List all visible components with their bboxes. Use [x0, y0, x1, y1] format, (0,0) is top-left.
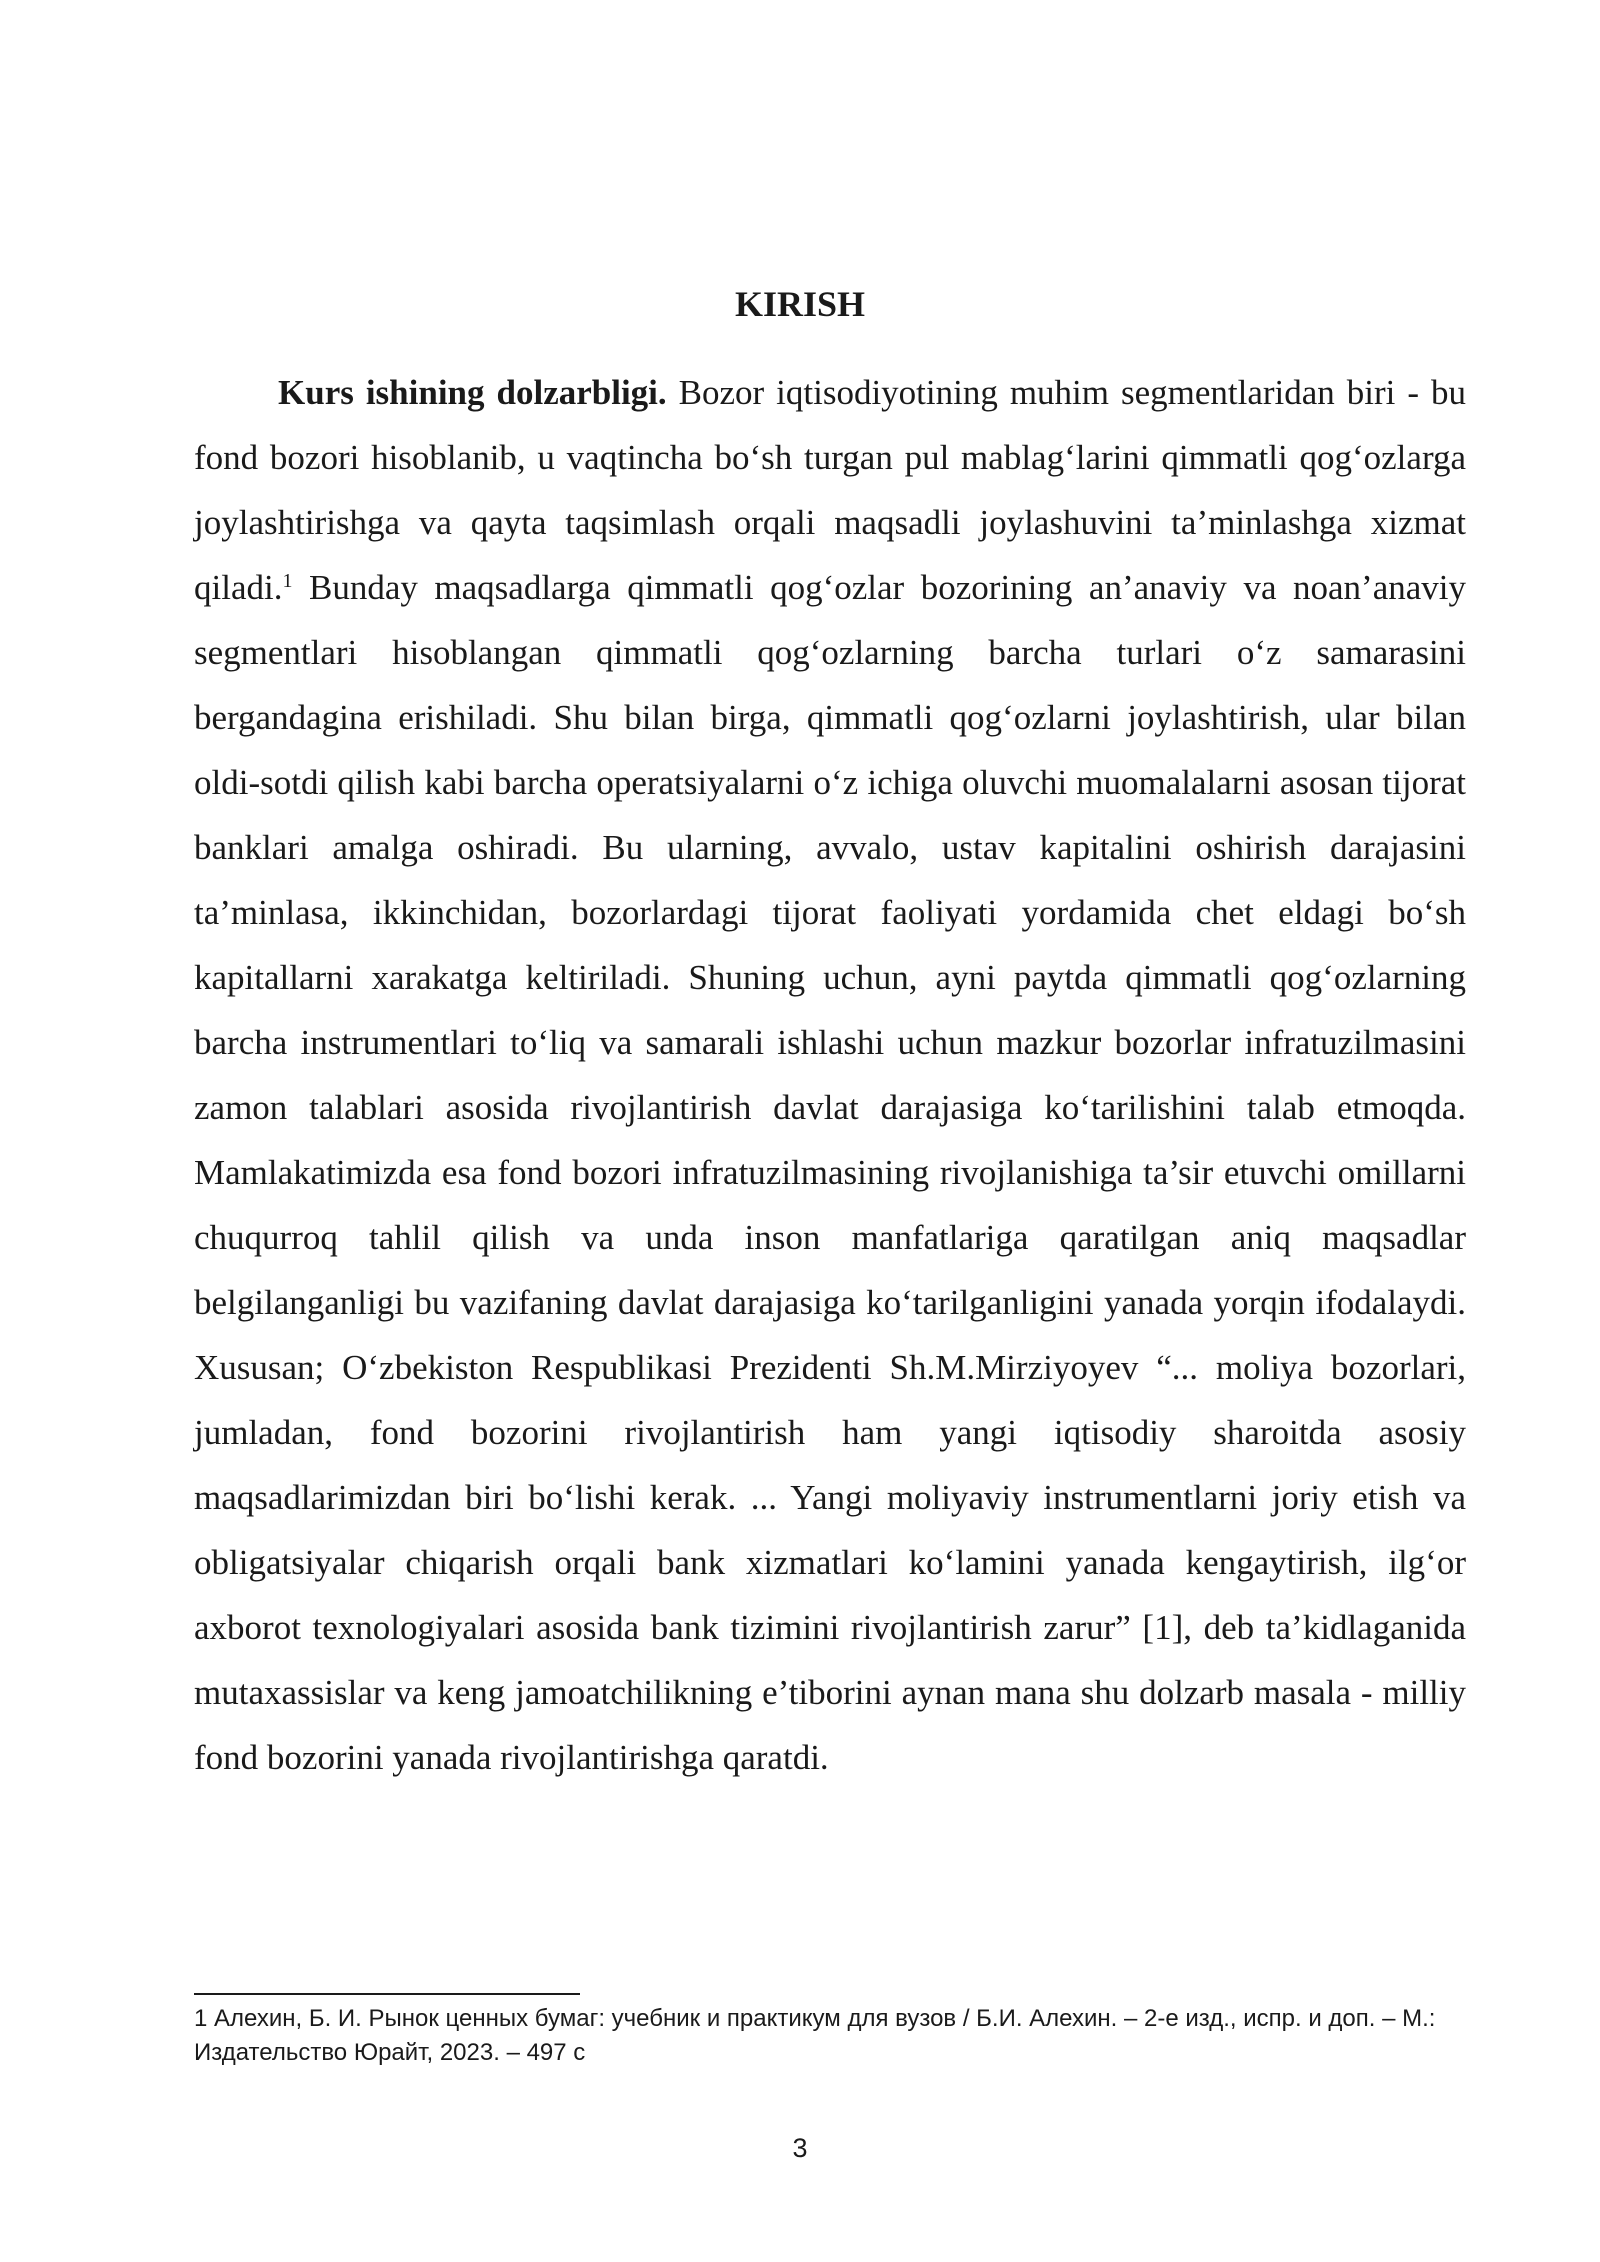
- footnote-separator: [194, 1993, 580, 1995]
- paragraph-text-part2: Bunday maqsadlarga qimmatli qog‘ozlar bozorining an’anaviy va noan’anaviy segmentlari hisoblangan qimmatli qog‘ozlarning barcha turlari o‘z samarasini bergandagina erishiladi. Shu bilan birga, qimmatli qog‘ozlarni joylashtirish, ular bilan oldi-sotdi qilish kabi barcha operatsiyalarni o‘z ichiga oluvchi muomalalarni asosan tijorat banklari amalga oshiradi. Bu ularning, avvalo, ustav kapitalini oshirish darajasini ta’minlasa, ikkinchidan, bozorlardagi tijorat faoliyati yordamida chet eldagi bo‘sh kapitallarni xarakatga keltiriladi. Shuning uchun, ayni paytda qimmatli qog‘ozlarning barcha instrumentlari to‘liq va samarali ishlashi uchun mazkur bozorlar infratuzilmasini zamon talablari asosida rivojlantirish davlat darajasiga ko‘tarilishini talab etmoqda. Mamlakatimizda esa fond bozori infratuzilmasining rivojlanishiga ta’sir etuvchi omillarni chuqurroq tahlil qilish va unda inson manfatlariga qaratilgan aniq maqsadlar belgilanganligi bu vazifaning davlat darajasiga ko‘tarilganligini yanada yorqin ifodalaydi. Xususan; O‘zbekiston Respublikasi Prezidenti Sh.M.Mirziyoyev “... moliya bozorlari, jumladan, fond bozorini rivojlantirish ham yangi iqtisodiy sharoitda asosiy maqsadlarimizdan biri bo‘lishi kerak. ... Yangi moliyaviy instrumentlarni joriy etish va obligatsiyalar chiqarish orqali bank xizmatlari ko‘lamini yanada kengaytirish, ilg‘or axborot texnologiyalari asosida bank tizimini rivojlantirish zarur” [1], deb ta’kidlaganida mutaxassislar va keng jamoatchilikning e’tiborini aynan mana shu dolzarb masala - milliy fond bozorini yanada rivojlantirishga qaratdi.: [194, 568, 1466, 1777]
- footnote-reference: 1: [282, 570, 293, 592]
- footnote: 1 Алехин, Б. И. Рынок ценных бумаг: учебник и практикум для вузов / Б.И. Алехин. – 2-е изд., испр. и доп. – М.: Издательство Юрайт, 2023. – 497 с: [194, 2005, 1436, 2066]
- page-number: 3: [792, 2133, 808, 2163]
- body-paragraph: [194, 360, 1466, 1790]
- section-heading: KIRISH: [734, 284, 866, 324]
- paragraph-text-part1: Bozor iqtisodiyotining muhim segmentlaridan biri - bu fond bozori hisoblanib, u vaqtincha bo‘sh turgan pul mablag‘larini qimmatli qog‘ozlarga joylashtirishga va qayta taqsimlash orqali maqsadli joylashuvini ta’minlashga xizmat qiladi.: [194, 373, 1467, 607]
- paragraph-lead: Kurs ishining dolzarbligi.: [278, 373, 667, 412]
